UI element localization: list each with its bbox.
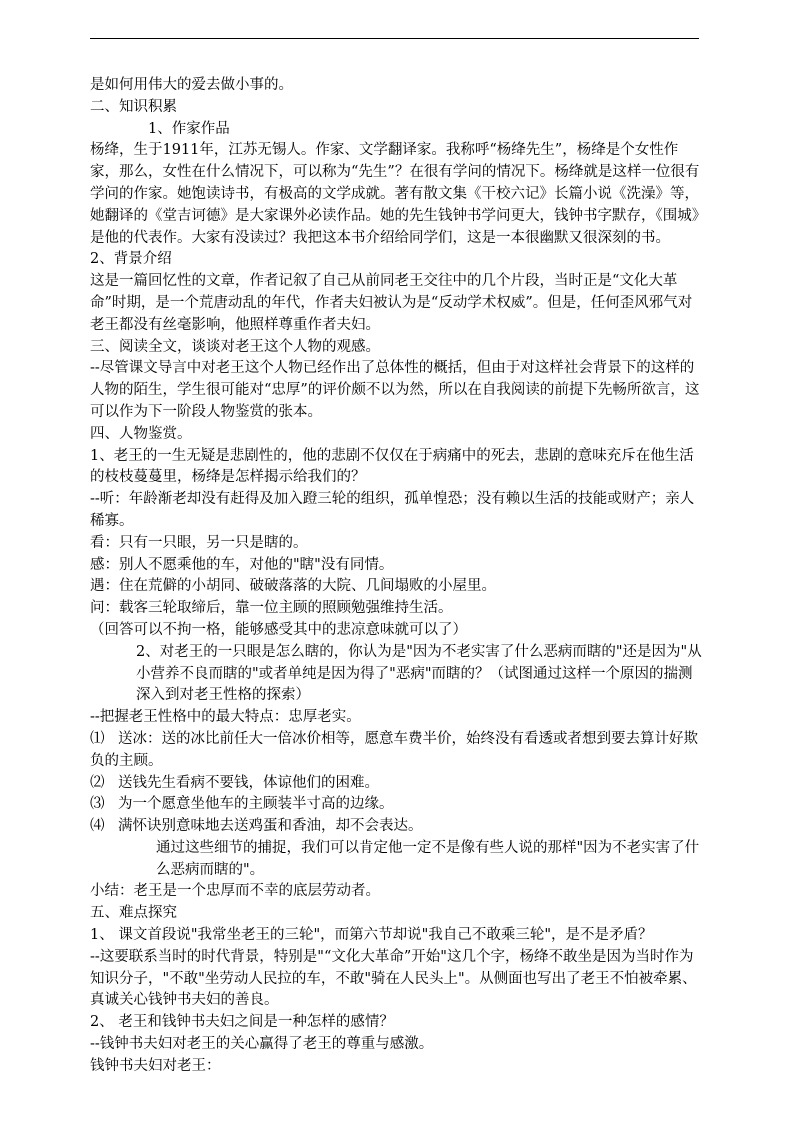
summary: 小结：老王是一个忠厚而不幸的底层劳动者。 <box>90 883 380 900</box>
paragraph-conclusion: 通过这些细节的捕捉，我们可以肯定他一定不是像有些人说的那样"因为不老实害了什么恶病而瞎的"。 <box>156 839 700 878</box>
list-marker: ⑵ <box>90 774 105 791</box>
question-2: 2、对老王的一只眼是怎么瞎的，你认为是"因为不老实害了什么恶病而瞎的"还是因为"从小营养不良而瞎的"或者单纯是因为得了"恶病"而瞎的？（试图通过这样一个原因的揣测深入到对老王性格的探索） <box>136 643 702 704</box>
answer-trait: --把握老王性格中的最大特点：忠厚老实。 <box>90 709 361 726</box>
difficulty-answer-2: --钱钟书夫妇对老王的关心赢得了老王的尊重与感激。 <box>90 1036 434 1053</box>
section-heading: 三、阅读全文，谈谈对老王这个人物的观感。 <box>90 338 380 355</box>
list-item-text: 为一个愿意坐他车的主顾装半寸高的边缘。 <box>118 796 394 813</box>
difficulty-question-1: 1、 课文首段说"我常坐老王的三轮"，而第六节却说"我自己不敢乘三轮"，是不是矛盾？ <box>90 927 653 944</box>
paragraph-reading: --尽管课文导言中对老王这个人物已经作出了总体性的概括，但由于对这样社会背景下的这样的人物的陌生，学生很可能对“忠厚”的评价颇不以为然，所以在自我阅读的前提下先畅所欲言，这可以作为下一阶段人物鉴赏的张本。 <box>90 360 700 420</box>
section-heading: 五、难点探究 <box>90 905 177 922</box>
answer-ask: 问：载客三轮取缔后，靠一位主顾的照顾勉强维持生活。 <box>90 600 453 617</box>
text-line: 是如何用伟大的爱去做小事的。 <box>90 77 293 93</box>
answer-listen: --听：年龄渐老却没有赶得及加入蹬三轮的组织，孤单惶恐；没有赖以生活的技能或财产；亲人稀寡。 <box>90 491 695 529</box>
answer-see: 看：只有一只眼，另一只是瞎的。 <box>90 534 308 551</box>
list-item <box>90 794 702 816</box>
question-1: 1、老王的一生无疑是悲剧性的，他的悲剧不仅仅在于病痛中的死去，悲剧的意味充斥在他生活的枝枝蔓蔓里，杨绛是怎样揭示给我们的？ <box>90 447 694 486</box>
section-heading: 二、知识积累 <box>90 98 177 115</box>
header-rule <box>90 38 699 39</box>
difficulty-answer-1: --这要联系当时的时代背景，特别是"“文化大革命”开始"这几个字，杨绛不敢坐是因为当时作为知识分子，"不敢"坐劳动人民拉的车，不敢"骑在人民头上"。从侧面也写出了老王不怕被牵累、真诚关心钱钟书夫妇的善良。 <box>90 948 697 1009</box>
list-item <box>90 773 702 795</box>
difficulty-question-2: 2、 老王和钱钟书夫妇之间是一种怎样的感情？ <box>90 1014 394 1031</box>
subsection-heading: 2、背景介绍 <box>90 251 172 268</box>
list-item-text: 满怀诀别意味地去送鸡蛋和香油，却不会表达。 <box>118 818 423 835</box>
list-item-text: 送冰：送的冰比前任大一倍冰价相等，愿意车费半价，始终没有看透或者想到要去算计好欺负的主顾。 <box>90 730 698 769</box>
list-item-text: 送钱先生看病不要钱，体谅他们的困难。 <box>118 774 379 791</box>
list-marker: ⑶ <box>90 796 105 813</box>
note: （回答可以不拘一格，能够感受其中的悲凉意味就可以了） <box>90 621 467 638</box>
section-heading: 四、人物鉴赏。 <box>90 425 192 442</box>
list-item <box>90 729 702 773</box>
list-marker: ⑴ <box>90 730 105 747</box>
document-body <box>90 75 702 1078</box>
subsection-heading: 1、作家作品 <box>148 120 230 137</box>
answer-feel: 感：别人不愿乘他的车，对他的"瞎"没有同情。 <box>90 556 394 573</box>
text-line: 钱钟书夫妇对老王： <box>90 1057 221 1074</box>
list-marker: ⑷ <box>90 818 105 835</box>
paragraph-background: 这是一篇回忆性的文章，作者记叙了自己从前同老王交往中的几个片段，当时正是“文化大革命”时期，是一个荒唐动乱的年代，作者夫妇被认为是“反动学术权威”。但是，任何歪风邪气对老王都没有丝毫影响，他照样尊重作者夫妇。 <box>90 273 693 333</box>
paragraph-author: 杨绛，生于1911年，江苏无锡人。作家、文学翻译家。我称呼“杨绛先生”，杨绛是个女性作家，那么，女性在什么情况下，可以称为“先生”？在很有学问的情况下。杨绛就是这样一位很有学问的作家。她饱读诗书，有极高的文学成就。著有散文集《干校六记》长篇小说《洗澡》等，她翻译的《堂吉诃德》是大家课外必读作品。她的先生钱钟书学问更大，钱钟书字默存，《围城》是他的代表作。大家有没读过？我把这本书介绍给同学们，这是一本很幽默又很深刻的书。 <box>90 142 700 246</box>
list-item <box>90 816 702 838</box>
answer-meet: 遇：住在荒僻的小胡同、破破落落的大院、几间塌败的小屋里。 <box>90 578 496 595</box>
